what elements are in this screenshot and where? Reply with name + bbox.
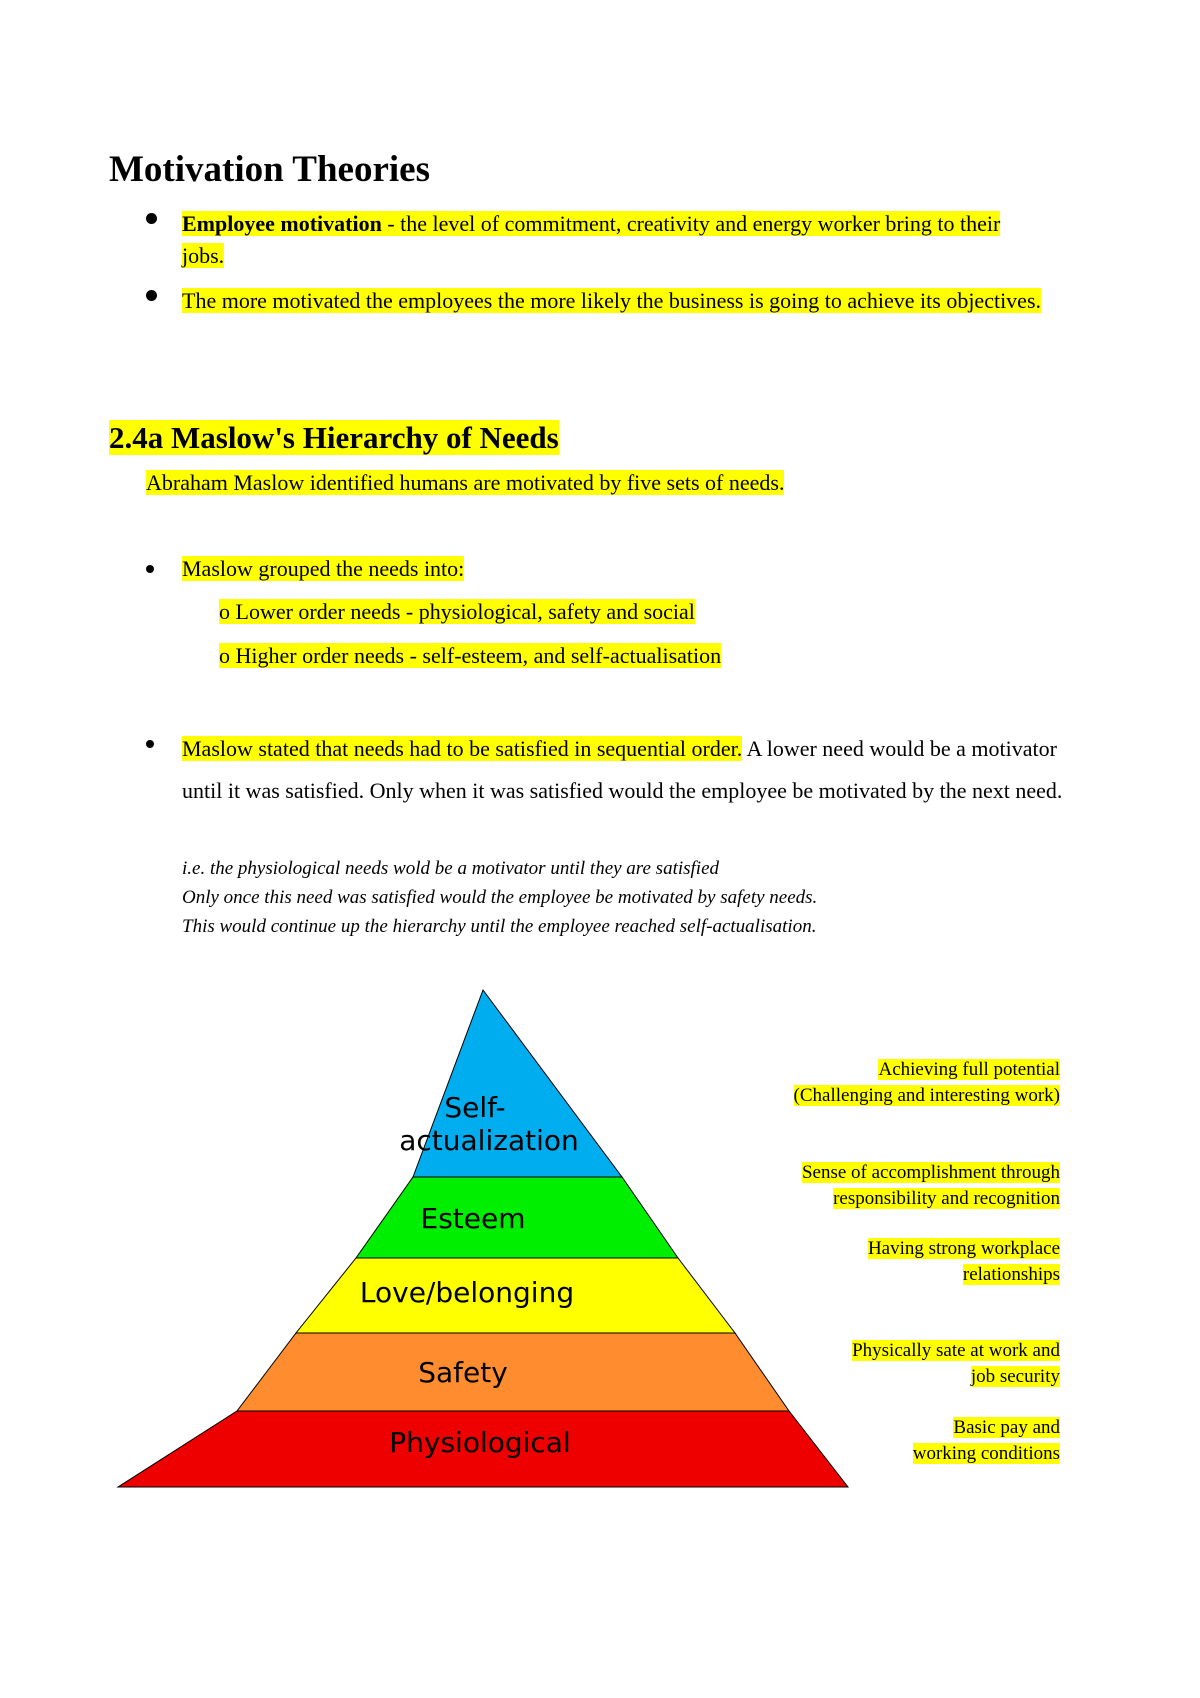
term-employee-motivation: Employee motivation [182,211,382,236]
page-title: Motivation Theories [109,149,430,190]
annotation-esteem: Sense of accomplishment through responsibility and recognition [801,1162,1060,1209]
pyramid-label-safety: Safety [418,1356,508,1389]
annotation-love-belonging: Having strong workplace relationships [867,1238,1060,1285]
section-heading: 2.4a Maslow's Hierarchy of Needs [109,420,559,455]
bullet-text: The more motivated the employees the more likely the business is going to achieve its objectives. [182,288,1042,313]
pyramid-label-actualization: actualization [399,1124,579,1157]
italic-example-line: This would continue up the hierarchy until the employee reached self-actualisation. [182,916,817,937]
italic-example-line: Only once this need was satisfied would the employee be motivated by safety needs. [182,887,818,908]
definition-text: - the level of commitment, creativity and energy worker bring to their jobs. [182,211,1001,268]
bullet-highlight-text: Maslow stated that needs had to be satisfied in sequential order. [182,736,743,761]
intro-paragraph: Abraham Maslow identified humans are motivated by five sets of needs. [146,470,785,495]
annotation-physiological: Basic pay and working conditions [912,1417,1060,1464]
pyramid-label-love-belonging: Love/belonging [359,1276,575,1309]
bullet-text: A lower need would be a motivator until it was satisfied. Only when it was satisfied would the employee be motivated by the next need. [182,736,1063,803]
pyramid-label-physiological: Physiological [389,1426,571,1459]
sub-item-higher-order: o Higher order needs - self-esteem, and self-actualisation [219,643,722,668]
annotation-safety: Physically sate at work and job security [852,1340,1060,1387]
pyramid-label-self: Self- [444,1091,506,1124]
sub-item-lower-order: o Lower order needs - physiological, safety and social [219,599,695,624]
annotation-self-actualization: Achieving full potential (Challenging and interesting work) [793,1059,1060,1106]
italic-example-line: i.e. the physiological needs wold be a motivator until they are satisfied [182,858,720,879]
pyramid-label-esteem: Esteem [420,1202,526,1235]
bullet-text: Maslow grouped the needs into: [182,556,465,581]
